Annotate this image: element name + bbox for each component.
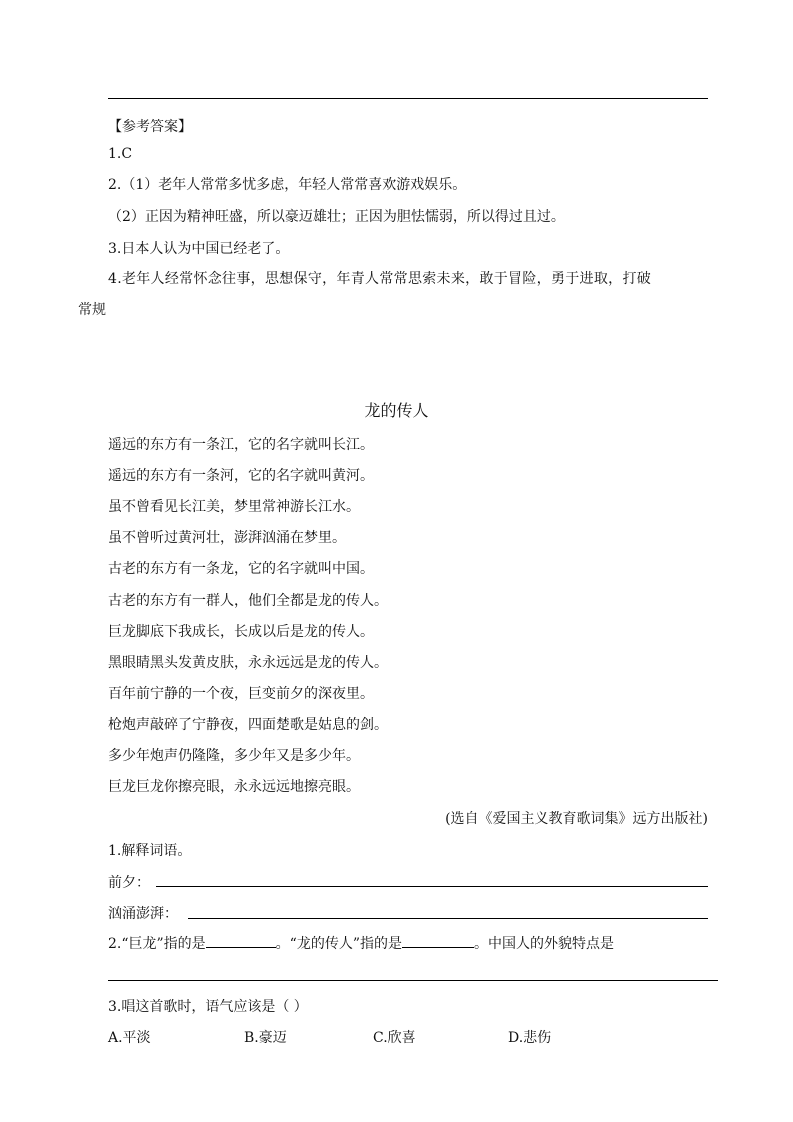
poem-line: 巨龙巨龙你擦亮眼，永永远远地擦亮眼。 [108, 779, 360, 795]
answer-line-appearance[interactable] [108, 980, 718, 981]
poem-title: 龙的传人 [364, 401, 429, 420]
question-2 [108, 933, 614, 953]
answer-blank-dragon[interactable] [206, 933, 276, 948]
question-3-prompt: 3.唱这首歌时，语气应该是（ ） [108, 999, 308, 1015]
answer-item: 3.日本人认为中国已经老了。 [108, 241, 290, 257]
answer-blank-descendants[interactable] [402, 933, 474, 948]
answer-line-term-1[interactable] [156, 886, 708, 887]
poem-line: 遥远的东方有一条河，它的名字就叫黄河。 [108, 468, 374, 484]
poem-line: 古老的东方有一群人，他们全都是龙的传人。 [108, 593, 388, 609]
poem-line: 百年前宁静的一个夜，巨变前夕的深夜里。 [108, 686, 374, 702]
answer-item: 4.老年人经常怀念往事，思想保守，年青人常常思索未来，敢于冒险，勇于进取，打破 [108, 271, 652, 287]
top-divider [108, 98, 708, 99]
poem-line: 巨龙脚底下我成长，长成以后是龙的传人。 [108, 624, 374, 640]
question-2-part-2: 。“龙的传人”指的是 [275, 936, 402, 952]
question-2-part-1: 2.“巨龙”指的是 [108, 936, 206, 952]
option-a[interactable]: A.平淡 [108, 1030, 151, 1046]
poem-line: 枪炮声敲碎了宁静夜，四面楚歌是姑息的剑。 [108, 717, 388, 733]
question-1-term-2: 汹涌澎湃： [108, 906, 178, 922]
poem-line: 虽不曾听过黄河壮，澎湃汹涌在梦里。 [108, 530, 346, 546]
answer-line-term-2[interactable] [188, 918, 708, 919]
answer-heading: 【参考答案】 [108, 119, 192, 135]
poem-source: (选自《爱国主义教育歌词集》远方出版社) [445, 811, 708, 827]
answer-item: 2.（1）老年人常常多忧多虑，年轻人常常喜欢游戏娱乐。 [108, 177, 467, 193]
poem-line: 多少年炮声仍隆隆，多少年又是多少年。 [108, 748, 360, 764]
question-2-part-3: 。中国人的外貌特点是 [474, 936, 614, 952]
poem-line: 黑眼睛黑头发黄皮肤，永永远远是龙的传人。 [108, 655, 388, 671]
question-1-prompt: 1.解释词语。 [108, 843, 192, 859]
answer-item: 1.C [108, 146, 133, 162]
answer-item: 常规 [78, 302, 106, 318]
option-b[interactable]: B.豪迈 [244, 1030, 287, 1046]
poem-line: 虽不曾看见长江美，梦里常神游长江水。 [108, 499, 360, 515]
poem-line: 古老的东方有一条龙，它的名字就叫中国。 [108, 561, 374, 577]
option-c[interactable]: C.欣喜 [373, 1030, 416, 1046]
answer-item: （2）正因为精神旺盛，所以豪迈雄壮；正因为胆怯懦弱，所以得过且过。 [108, 209, 565, 225]
option-d[interactable]: D.悲伤 [508, 1030, 552, 1046]
question-1-term-1: 前夕： [108, 875, 150, 891]
poem-line: 遥远的东方有一条江，它的名字就叫长江。 [108, 437, 374, 453]
